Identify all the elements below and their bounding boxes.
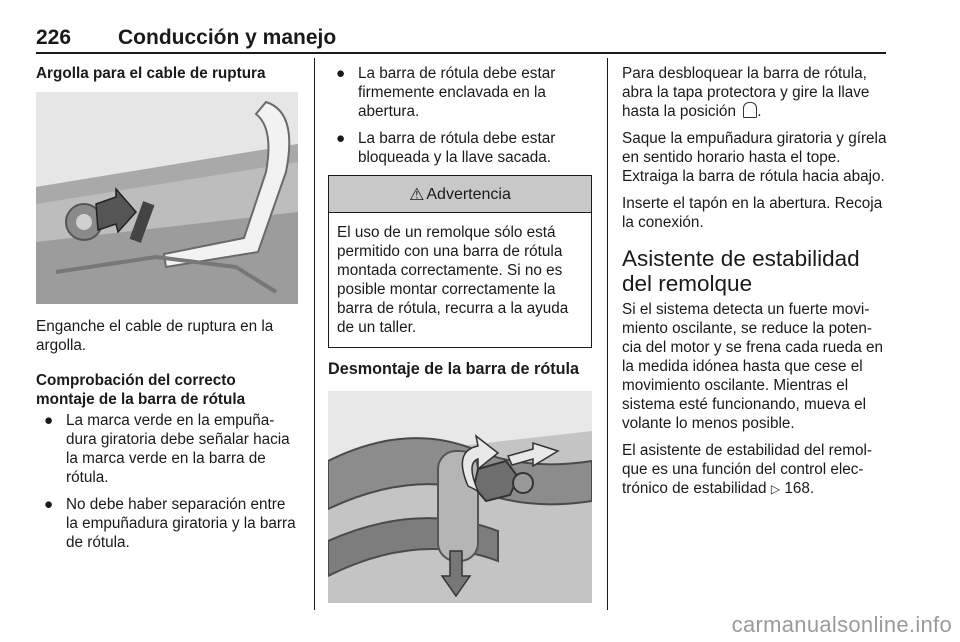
paragraph-insert: Inserte el tapón en la abertura. Recoja la conexión. xyxy=(622,195,883,231)
page-reference-icon: ▷ xyxy=(770,482,781,496)
tow-eye-illustration xyxy=(36,92,298,304)
section-title-stability: Asistente de estabilidad del remolque xyxy=(622,246,860,296)
warning-header xyxy=(329,176,591,213)
list-item: ● No debe haber separación entre la empuñadura giratoria y la barra de rótula. xyxy=(44,496,296,551)
list-item: ● La barra de rótula debe estar firmemente enclavada en la abertura. xyxy=(336,65,556,120)
page-number: 226 xyxy=(36,26,72,49)
figure-removal xyxy=(328,391,592,603)
warning-title: Advertencia xyxy=(426,185,511,203)
paragraph-esc: El asistente de estabilidad del remol-que es una función del control elec-trónico de estabilidad ▷ 168. xyxy=(622,442,872,497)
check-list-cont xyxy=(328,64,592,167)
header-divider xyxy=(36,52,886,54)
removal-illustration xyxy=(328,391,592,603)
page-header xyxy=(36,26,886,52)
section-heading-desmontaje: Desmontaje de la barra de rótula xyxy=(328,360,579,378)
chapter-title: Conducción y manejo xyxy=(118,26,337,49)
paragraph-unlock: Para desbloquear la barra de rótula, abra la tapa protectora y gire la llave hasta la posición . xyxy=(622,65,870,120)
paragraph-remove: Saque la empuñadura giratoria y gírela en sentido horario hasta el tope. Extraiga la barra de rótula hacia abajo. xyxy=(622,130,887,185)
section-heading-argolla: Argolla para el cable de ruptura xyxy=(36,65,266,82)
watermark: carmanualsonline.info xyxy=(731,612,952,637)
key-position-icon xyxy=(743,102,757,118)
figure-tow-eye xyxy=(36,92,298,304)
list-item: ● La marca verde en la empuña-dura giratoria debe señalar hacia la marca verde en la barra de rótula. xyxy=(44,412,290,486)
column-divider-1 xyxy=(314,58,315,610)
caption-tow-eye: Enganche el cable de ruptura en la argolla. xyxy=(36,318,274,354)
list-item: ● La barra de rótula debe estar bloqueada y la llave sacada. xyxy=(336,130,556,166)
warning-text: El uso de un remolque sólo está permitido con una barra de rótula montada correctamente. Si no es posible montar correctamente la barra de rótula, recurra a la ayuda de un taller. xyxy=(337,224,569,336)
section-heading-check: Comprobación del correcto montaje de la barra de rótula xyxy=(36,372,246,408)
paragraph-stability: Si el sistema detecta un fuerte movi-miento oscilante, se reduce la poten-cia del motor y se frena cada rueda en la medida idónea hasta que cese el movimiento oscilante. Mientras el sistema esté funcionando, mueva el volante lo menos posible. xyxy=(622,301,884,432)
column-1 xyxy=(36,64,298,560)
check-list xyxy=(36,411,298,552)
column-3 xyxy=(622,64,888,507)
column-divider-2 xyxy=(607,58,608,610)
page-reference[interactable]: 168 xyxy=(784,480,810,497)
warning-box xyxy=(328,175,592,348)
column-2 xyxy=(328,64,592,603)
warning-icon: ⚠ xyxy=(409,184,425,204)
